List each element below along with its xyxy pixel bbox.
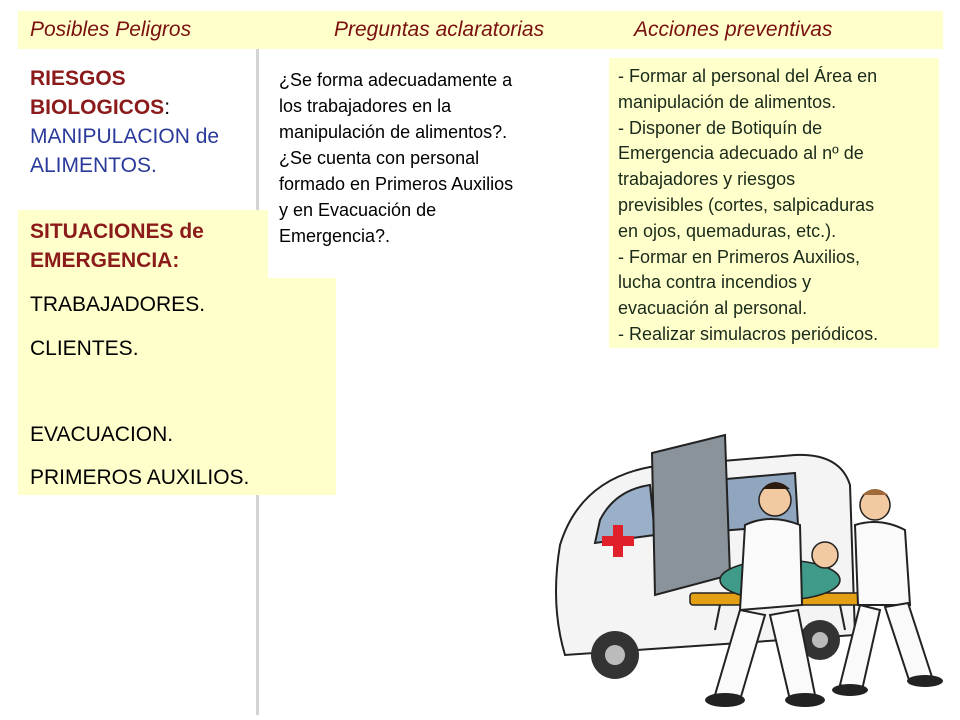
situation-item-evacuacion: EVACUACION. (30, 423, 174, 446)
header-acciones-preventivas: Acciones preventivas (634, 18, 833, 41)
question-line: manipulación de alimentos?. (279, 122, 508, 142)
action-line: - Disponer de Botiquín de (618, 117, 823, 138)
ambulance-door (652, 435, 730, 595)
question-line: ¿Se forma adecuadamente a (279, 70, 513, 90)
situation-item-clientes: CLIENTES. (30, 337, 139, 360)
action-line: manipulación de alimentos. (618, 91, 837, 112)
action-line: trabajadores y riesgos (618, 169, 796, 190)
risk-title-line2: BIOLOGICOS (30, 96, 165, 119)
action-line: - Formar en Primeros Auxilios, (618, 246, 861, 267)
questions-block (271, 67, 579, 249)
situations-title-line2: EMERGENCIA: (30, 249, 180, 272)
risk-sub-line1: MANIPULACION de (30, 125, 220, 148)
risk-sub-line2: ALIMENTOS. (30, 154, 157, 177)
question-line: los trabajadores en la (279, 96, 452, 116)
situations-title-line1: SITUACIONES de (30, 220, 204, 243)
header-bar (18, 11, 943, 49)
situation-item-primeros-auxilios: PRIMEROS AUXILIOS. (30, 466, 250, 489)
action-line: Emergencia adecuado al nº de (618, 143, 864, 164)
question-line: y en Evacuación de (279, 200, 437, 220)
situations-title (18, 210, 268, 278)
question-line: formado en Primeros Auxilios (279, 174, 514, 194)
action-line: - Realizar simulacros periódicos. (618, 323, 879, 344)
risk-colon: : (164, 96, 171, 119)
action-line: previsibles (cortes, salpicaduras (618, 194, 875, 215)
question-line: ¿Se cuenta con personal (279, 148, 480, 168)
ambulance-illustration (540, 425, 960, 720)
header-preguntas-aclaratorias: Preguntas aclaratorias (334, 18, 545, 41)
risk-title-line1: RIESGOS (30, 67, 126, 90)
situations-list (18, 278, 336, 495)
risk-block (30, 64, 260, 180)
action-line: en ojos, quemaduras, etc.). (618, 220, 837, 241)
actions-panel (609, 58, 939, 348)
action-line: evacuación al personal. (618, 298, 808, 319)
situation-item-trabajadores: TRABAJADORES. (30, 293, 206, 316)
header-posibles-peligros: Posibles Peligros (30, 18, 192, 41)
action-line: - Formar al personal del Área en (618, 66, 878, 86)
question-line: Emergencia?. (279, 226, 391, 246)
action-line: lucha contra incendios y (618, 272, 812, 293)
